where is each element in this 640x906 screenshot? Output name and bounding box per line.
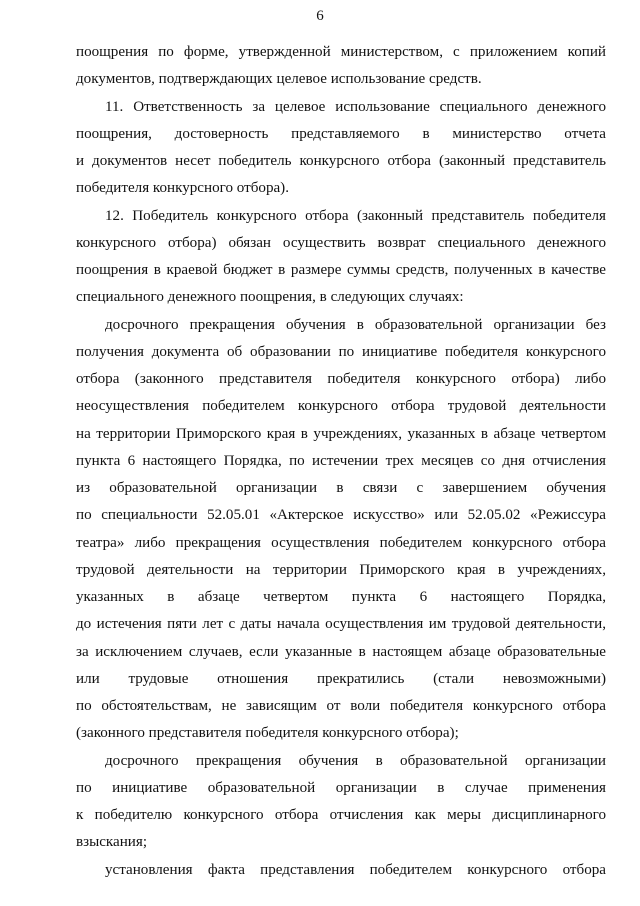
text-line: установления факта представления победителем конкурсного отбора: [105, 861, 606, 878]
text-line: конкурсного отбора) обязан осуществить возврат специального денежного: [76, 234, 606, 251]
text-line: 11. Ответственность за целевое использование специального денежного: [105, 98, 606, 115]
text-line: по обстоятельствам, не зависящим от воли победителя конкурсного отбора: [76, 698, 606, 714]
page-number: 6: [316, 8, 324, 24]
paragraph: [76, 857, 606, 884]
text-line: досрочного прекращения обучения в образовательной организации: [105, 752, 606, 769]
paragraph: [76, 203, 606, 312]
text-line: поощрения, достоверность представляемого в министерство отчета: [76, 125, 606, 142]
text-line: взыскания;: [76, 834, 148, 851]
text-line: поощрения по форме, утвержденной министерством, с приложением копий: [76, 44, 606, 60]
paragraph: [76, 39, 606, 94]
text-line: по инициативе образовательной организации в случае применения: [76, 779, 606, 796]
text-line: трудовой деятельности на территории Приморского края в учреждениях,: [76, 561, 606, 578]
text-line: 12. Победитель конкурсного отбора (законный представитель победителя: [105, 207, 606, 224]
text-line: и документов несет победитель конкурсного отбора (законный представитель: [76, 153, 606, 169]
text-line: до истечения пяти лет с даты начала осуществления им трудовой деятельности,: [76, 616, 606, 633]
text-line: или трудовые отношения прекратились (стали невозможными): [76, 670, 606, 687]
text-line: специального денежного поощрения, в следующих случаях:: [76, 289, 464, 306]
text-line: на территории Приморского края в учреждениях, указанных в абзаце четвертом: [76, 425, 606, 442]
text-line: документов, подтверждающих целевое использование средств.: [76, 71, 482, 88]
document-body: [76, 39, 606, 884]
paragraph: [76, 312, 606, 748]
text-line: победителя конкурсного отбора).: [76, 180, 289, 197]
text-line: отбора (законного представителя победителя конкурсного отбора) либо: [76, 371, 606, 387]
text-line: указанных в абзаце четвертом пункта 6 настоящего Порядка,: [76, 589, 606, 605]
text-line: досрочного прекращения обучения в образовательной организации без: [105, 316, 606, 333]
text-line: поощрения в краевой бюджет в размере суммы средств, полученных в качестве: [76, 262, 606, 278]
text-line: неосуществления победителем конкурсного отбора трудовой деятельности: [76, 398, 606, 415]
text-line: пункта 6 настоящего Порядка, по истечении трех месяцев со дня отчисления: [76, 452, 606, 469]
paragraph: [76, 748, 606, 857]
text-line: (законного представителя победителя конкурсного отбора);: [76, 725, 459, 742]
paragraph: [76, 94, 606, 203]
text-line: из образовательной организации в связи с завершением обучения: [76, 480, 606, 496]
text-line: театра» либо прекращения осуществления победителем конкурсного отбора: [76, 534, 606, 551]
text-line: получения документа об образовании по инициативе победителя конкурсного: [76, 343, 606, 360]
text-line: за исключением случаев, если указанные в настоящем абзаце образовательные: [76, 643, 606, 660]
text-line: к победителю конкурсного отбора отчисления как меры дисциплинарного: [76, 807, 606, 823]
text-line: по специальности 52.05.01 «Актерское искусство» или 52.05.02 «Режиссура: [76, 507, 606, 524]
